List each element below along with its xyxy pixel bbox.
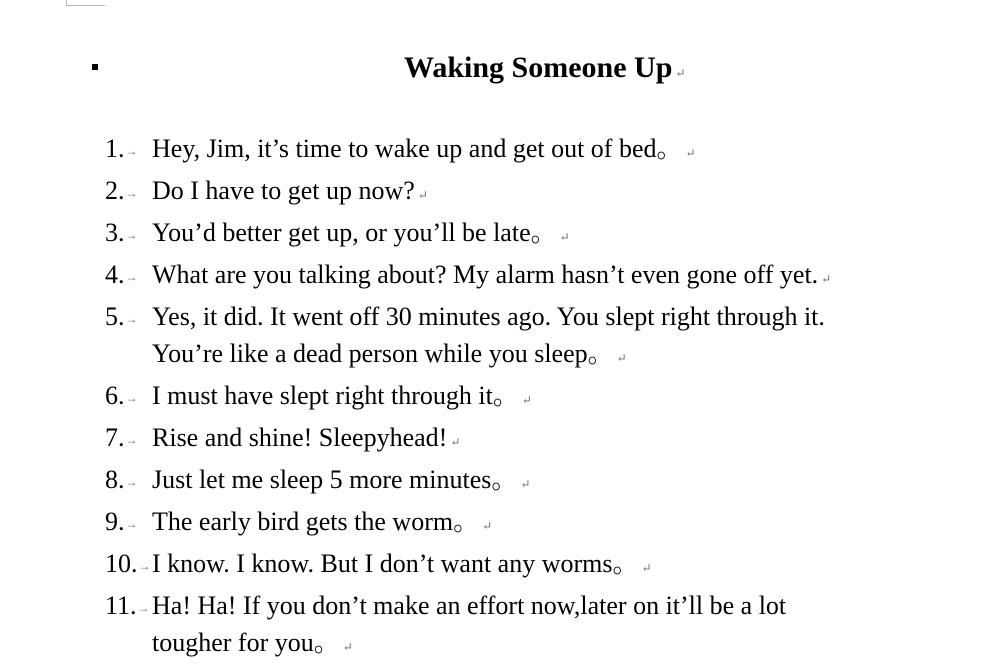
paragraph-mark-icon: ↵: [342, 640, 353, 654]
item-text: I must have slept right through it。 ↵: [152, 381, 532, 410]
tab-arrow-icon: →: [125, 390, 138, 405]
item-number: 4.→: [105, 260, 138, 289]
paragraph-mark-icon: ↵: [417, 188, 428, 202]
tab-arrow-icon: →: [125, 311, 138, 326]
item-number: 7.→: [105, 423, 138, 452]
item-text: I know. I know. But I don’t want any worms。 ↵: [152, 549, 652, 578]
tab-arrow-icon: →: [137, 600, 150, 615]
item-text: Just let me sleep 5 more minutes。 ↵: [152, 465, 531, 494]
list-item: [105, 214, 985, 256]
page-corner-mark: [66, 0, 105, 6]
item-text: The early bird gets the worm。 ↵: [152, 507, 493, 536]
document-title: [404, 46, 685, 95]
item-number: 8.→: [105, 465, 138, 494]
item-text: Rise and shine! Sleepyhead! ↵: [152, 423, 461, 452]
paragraph-mark-icon: ↵: [482, 519, 493, 533]
paragraph-mark-icon: ↵: [685, 146, 696, 160]
item-number: 11.→: [105, 591, 150, 620]
paragraph-mark-icon: ↵: [821, 272, 832, 286]
item-number: 5.→: [105, 302, 138, 331]
item-number: 10.→: [105, 549, 151, 578]
paragraph-mark-icon: ↵: [675, 66, 686, 80]
item-text: Do I have to get up now? ↵: [152, 176, 428, 205]
dialogue-list: [105, 130, 985, 666]
tab-arrow-icon: →: [138, 558, 151, 573]
paragraph-mark-icon: ↵: [521, 393, 532, 407]
list-item: [105, 545, 985, 587]
tab-arrow-icon: →: [125, 269, 138, 284]
tab-arrow-icon: →: [125, 185, 138, 200]
paragraph-mark-icon: ↵: [450, 435, 461, 449]
tab-arrow-icon: →: [125, 143, 138, 158]
list-item: [105, 419, 985, 461]
item-text: What are you talking about? My alarm hasn’t even gone off yet. ↵: [152, 260, 832, 289]
paragraph-mark-icon: ↵: [616, 351, 627, 365]
item-text: Ha! Ha! If you don’t make an effort now,later on it’ll be a lot tougher for you。 ↵: [152, 591, 787, 657]
item-text: You’d better get up, or you’ll be late。 ↵: [152, 218, 570, 247]
tab-arrow-icon: →: [125, 432, 138, 447]
list-item: [105, 130, 985, 172]
list-item: [105, 461, 985, 503]
list-item: [105, 503, 985, 545]
title-text: Waking Someone Up: [404, 51, 673, 84]
item-number: 9.→: [105, 507, 138, 536]
list-item: [105, 172, 985, 214]
item-number: 1.→: [105, 134, 138, 163]
tab-arrow-icon: →: [125, 516, 138, 531]
item-number: 2.→: [105, 176, 138, 205]
paragraph-mark-icon: ↵: [559, 230, 570, 244]
tab-arrow-icon: →: [125, 474, 138, 489]
item-text: Hey, Jim, it’s time to wake up and get out of bed。 ↵: [152, 134, 696, 163]
paragraph-mark-icon: ↵: [520, 477, 531, 491]
paragraph-mark-icon: ↵: [641, 561, 652, 575]
list-item: [105, 256, 985, 298]
item-number: 6.→: [105, 381, 138, 410]
item-text: Yes, it did. It went off 30 minutes ago. You slept right through it. You’re like a dead person while you sleep。 ↵: [152, 302, 825, 368]
bullet-marker: [92, 64, 98, 70]
item-number: 3.→: [105, 218, 138, 247]
list-item: [105, 587, 985, 666]
list-item: [105, 377, 985, 419]
list-item: [105, 298, 985, 377]
tab-arrow-icon: →: [125, 227, 138, 242]
